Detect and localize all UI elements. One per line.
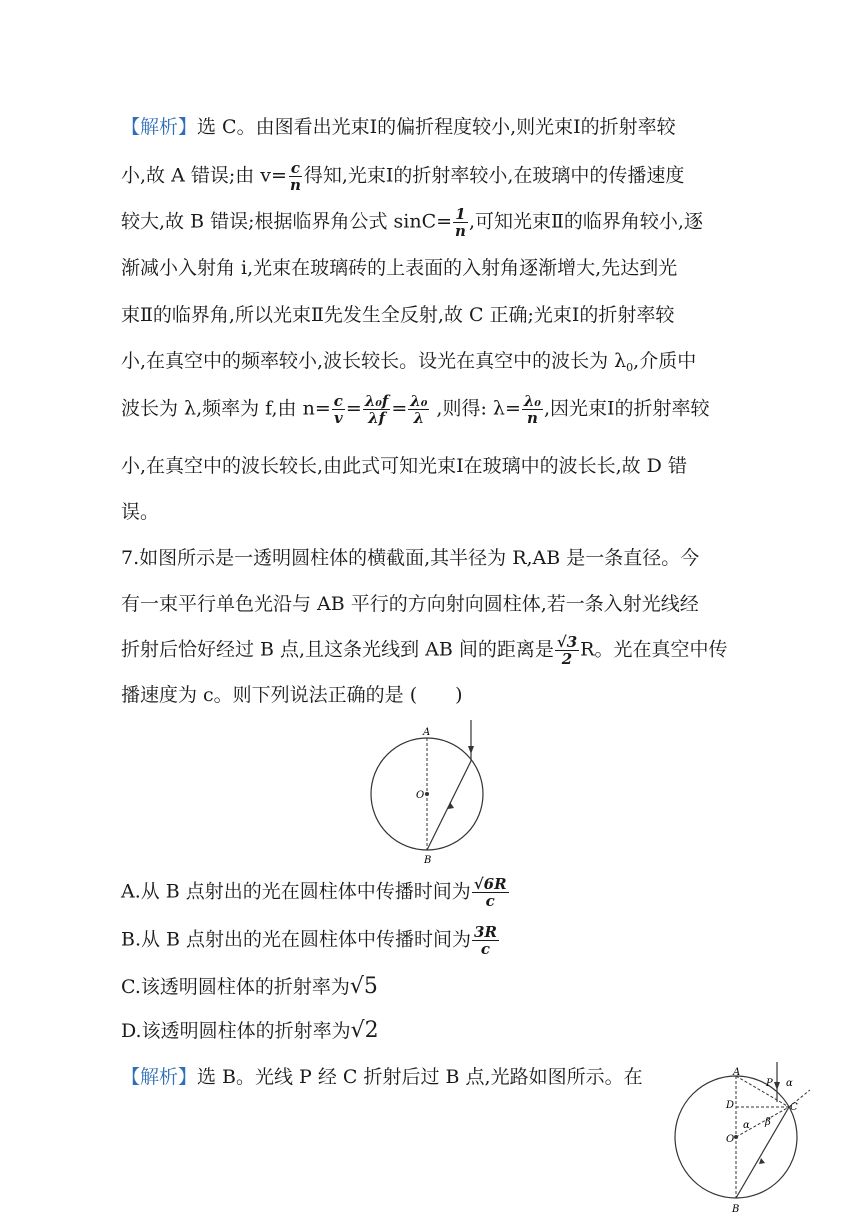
analysis1-line3: 较大,故 B 错误;根据临界角公式 sinC= $\frac{1}{n}$ ,可知光束Ⅱ的临界角较小,逐	[121, 205, 703, 240]
svg-text:A: A	[733, 1067, 741, 1078]
analysis1-line5: 束Ⅱ的临界角,所以光束Ⅱ先发生全反射,故 C 正确;光束Ⅰ的折射率较	[121, 304, 675, 326]
svg-text:D: D	[726, 1100, 735, 1111]
question7-line1: 7.如图所示是一透明圆柱体的横截面,其半径为 R,AB 是一条直径。今	[121, 547, 700, 569]
analysis-tag: 【解析】	[121, 1066, 198, 1088]
label-a: A	[423, 727, 431, 738]
svg-text:B: B	[732, 1204, 740, 1214]
analysis1-line4: 渐减小入射角 i,光束在玻璃砖的上表面的入射角逐渐增大,先达到光	[121, 257, 678, 279]
analysis-tag: 【解析】	[121, 116, 198, 138]
analysis1-line7: 波长为 λ,频率为 f,由 n= $\frac{c}{v}$ = $\frac{\text{λ₀f}}{\lambda f}$ = $\frac{\text{λ₀}}{\lambda}$ ,则得: λ= $\frac{\text{λ₀}}{n}$ ,因光束Ⅰ的折射率较	[121, 392, 710, 427]
fraction-sqrt3-over-2: $\frac{√3}{2}$	[556, 633, 578, 668]
label-o: O	[416, 790, 425, 801]
question7-line2: 有一束平行单色光沿与 AB 平行的方向射向圆柱体,若一条入射光线经	[121, 593, 699, 615]
svg-text:P: P	[766, 1078, 773, 1089]
analysis1-line2: 小,故 A 错误;由 v= $\frac{c}{n}$ 得知,光束Ⅰ的折射率较小,在玻璃中的传播速度	[121, 159, 685, 194]
analysis1-line6: 小,在真空中的频率较小,波长较长。设光在真空中的波长为 $\lambda_0$,介质中	[121, 350, 697, 374]
svg-text:C: C	[790, 1102, 798, 1113]
option-b: B.从 B 点射出的光在圆柱体中传播时间为 $\frac{3R}{c}$	[121, 923, 497, 958]
option-d: D.该透明圆柱体的折射率为√2	[121, 1018, 379, 1043]
question7-line3: 折射后恰好经过 B 点,且这条光线到 AB 间的距离是 $\frac{√3}{2}$ R。光在真空中传	[121, 633, 728, 668]
analysis1-line8: 小,在真空中的波长较长,由此式可知光束Ⅰ在玻璃中的波长长,故 D 错	[121, 455, 687, 477]
svg-text:α: α	[786, 1078, 793, 1089]
option-a: A.从 B 点射出的光在圆柱体中传播时间为 $\frac{√6R}{c}$	[121, 875, 507, 910]
svg-text:β: β	[765, 1117, 771, 1128]
svg-text:α: α	[743, 1120, 750, 1131]
light-path-diagram	[670, 1062, 820, 1214]
analysis1-line1: 【解析】选 C。由图看出光束Ⅰ的偏折程度较小,则光束Ⅰ的折射率较	[121, 116, 676, 138]
question7-line4: 播速度为 c。则下列说法正确的是 ( )	[121, 684, 463, 706]
fraction-1-over-n: $\frac{1}{n}$	[455, 205, 466, 240]
fraction-c-over-n: $\frac{c}{n}$	[289, 159, 301, 194]
analysis2-line1: 【解析】选 B。光线 P 经 C 折射后过 B 点,光路如图所示。在	[121, 1066, 643, 1088]
circle-diagram	[360, 716, 500, 866]
analysis1-line9: 误。	[121, 501, 160, 523]
svg-text:O: O	[726, 1134, 735, 1145]
label-b: B	[424, 855, 432, 866]
option-c: C.该透明圆柱体的折射率为√5	[121, 974, 378, 999]
